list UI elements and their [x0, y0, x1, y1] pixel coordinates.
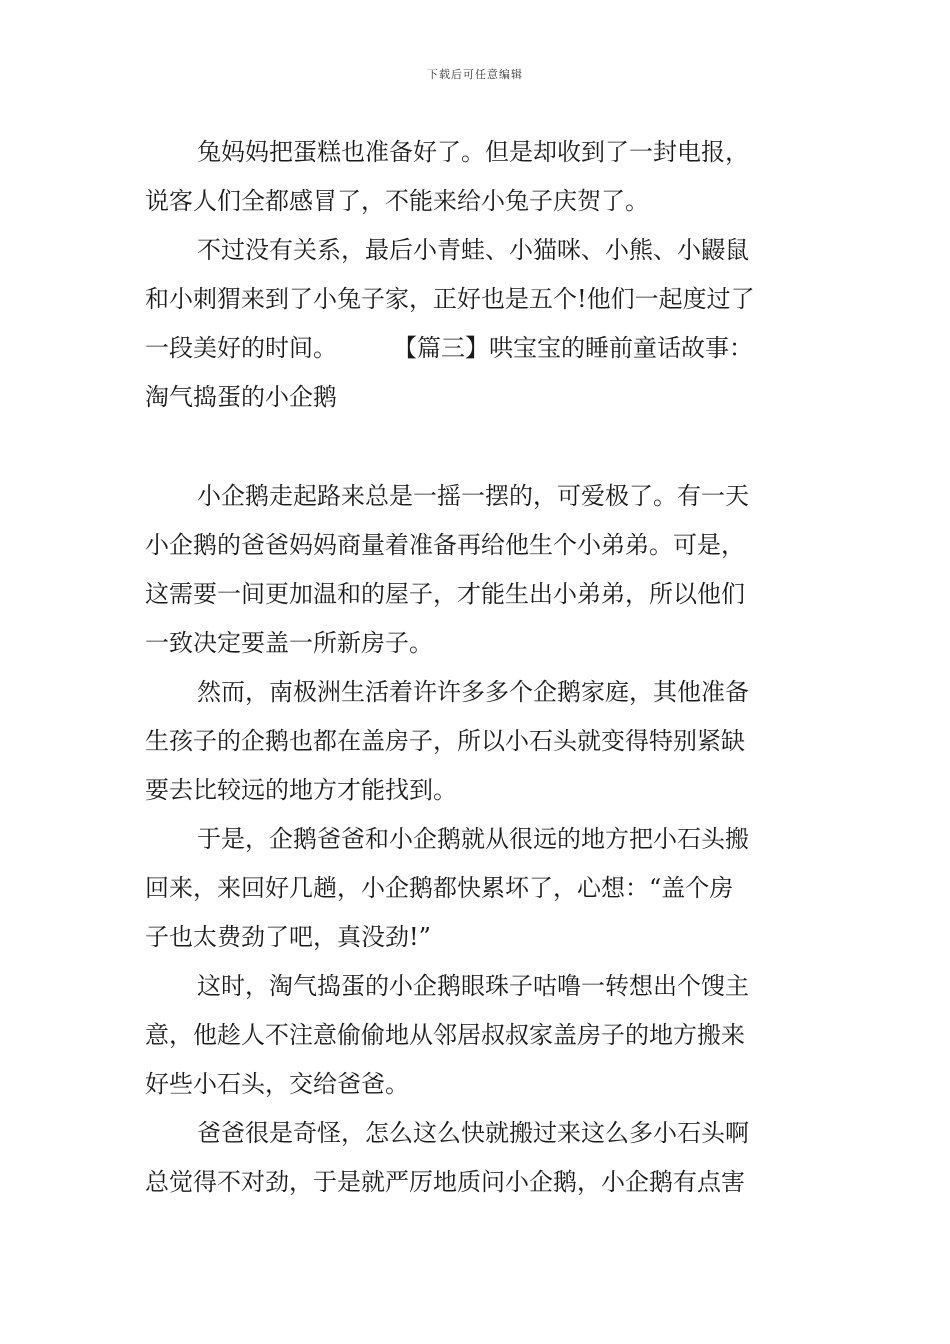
- text-line: 好些小石头，交给爸爸。: [145, 1070, 409, 1098]
- text-line: 生孩子的企鹅也都在盖房子，所以小石头就变得特别紧缺: [145, 727, 745, 755]
- paragraph: [145, 668, 811, 815]
- text-line: 回来，来回好几趟，小企鹅都快累坏了，心想：“盖个房: [145, 874, 734, 902]
- text-line: 说客人们全都感冒了，不能来给小兔子庆贺了。: [145, 187, 649, 215]
- paragraph: [145, 226, 811, 422]
- text-line: 总觉得不对劲，于是就严厉地质问小企鹅，小企鹅有点害: [145, 1168, 745, 1196]
- text-line: 于是，企鹅爸爸和小企鹅就从很远的地方把小石头搬: [197, 825, 749, 853]
- document-body: [145, 128, 811, 1207]
- text-line: 然而，南极洲生活着许许多多个企鹅家庭，其他准备: [197, 678, 749, 706]
- text-line: 要去比较远的地方才能找到。: [145, 776, 457, 804]
- paragraph: [145, 962, 811, 1109]
- text-line: 这时，淘气捣蛋的小企鹅眼珠子咕噜一转想出个馊主: [197, 972, 749, 1000]
- paragraph: [145, 815, 811, 962]
- spacer: [145, 422, 811, 472]
- text-line: 爸爸很是奇怪，怎么这么快就搬过来这么多小石头啊: [197, 1119, 749, 1147]
- paragraph: [145, 1109, 811, 1207]
- text-line: 一致决定要盖一所新房子。: [145, 629, 433, 657]
- text-line: 小企鹅的爸爸妈妈商量着准备再给他生个小弟弟。可是，: [145, 531, 745, 559]
- text-line: 意，他趁人不注意偷偷地从邻居叔叔家盖房子的地方搬来: [145, 1021, 745, 1049]
- text-line: 不过没有关系，最后小青蛙、小猫咪、小熊、小鼹鼠: [197, 236, 749, 264]
- text-line: 这需要一间更加温和的屋子，才能生出小弟弟，所以他们: [145, 580, 745, 608]
- text-line: [145, 324, 811, 373]
- text-line: 和小刺猬来到了小兔子家，正好也是五个!他们一起度过了: [145, 285, 755, 313]
- section-heading-continued: 淘气捣蛋的小企鹅: [145, 383, 337, 411]
- page-header: 下载后可任意编辑: [427, 68, 523, 81]
- text-line: 兔妈妈把蛋糕也准备好了。但是却收到了一封电报，: [197, 138, 749, 166]
- paragraph: [145, 472, 811, 668]
- text-line-end: 一段美好的时间。: [145, 334, 337, 362]
- text-line: 小企鹅走起路来总是一摇一摆的，可爱极了。有一天: [197, 482, 749, 510]
- paragraph: [145, 128, 811, 226]
- text-line: 子也太费劲了吧，真没劲!”: [145, 923, 431, 951]
- section-heading: 【篇三】哄宝宝的睡前童话故事：: [405, 334, 753, 362]
